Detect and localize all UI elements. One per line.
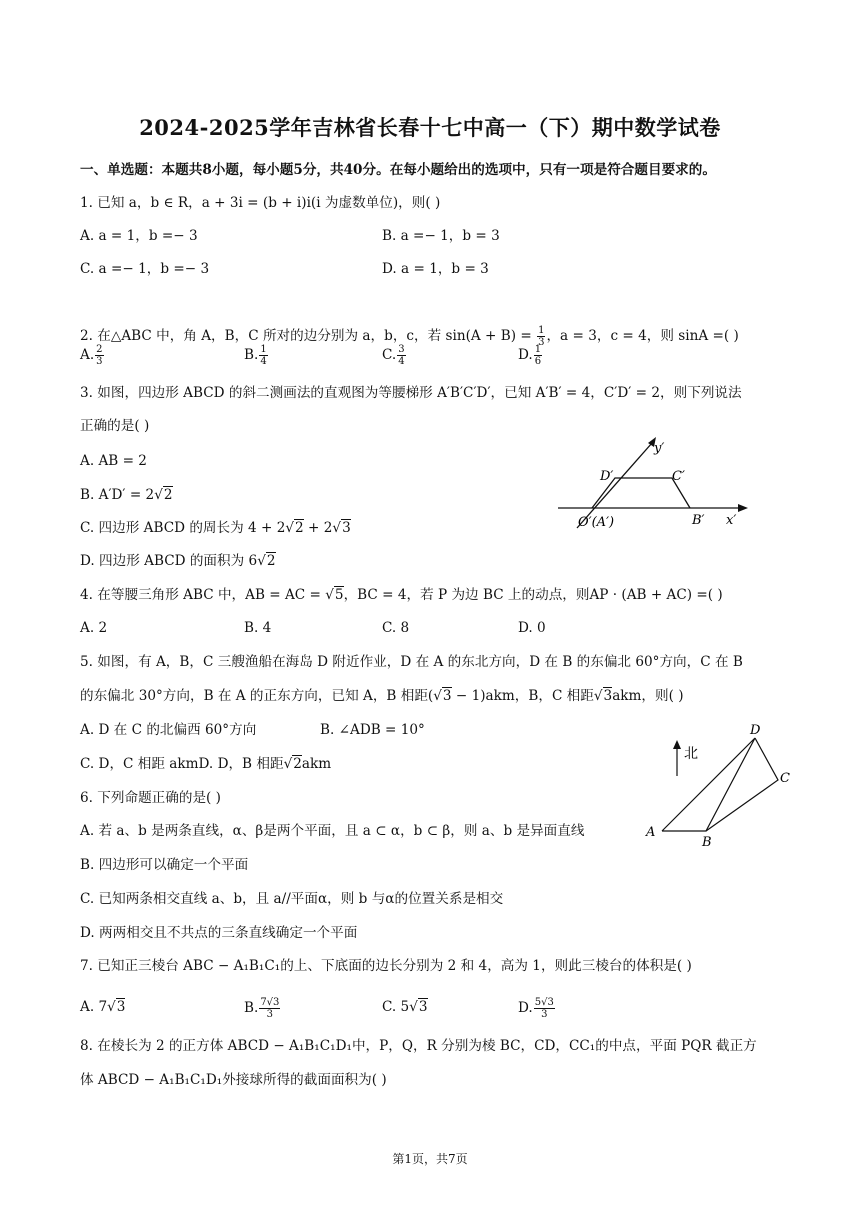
question-1-option-d: D. a = 1，b = 3: [382, 261, 489, 277]
question-2-stem-pre: 2. 在△ABC 中，角 A，B，C 所对的边分别为 a，b，c，若 sin(A + B) =: [80, 328, 537, 344]
x-axis-arrow: [738, 504, 748, 512]
question-5-stem-line2: 的东偏北 30°方向，B 在 A 的正东方向，已知 A，B 相距(√3 − 1)akm，B，C 相距√3akm，则( ): [80, 688, 684, 704]
question-7-option-a: A. 7√3: [80, 999, 126, 1015]
page-footer: 第1页，共7页: [392, 1152, 468, 1166]
question-7-stem: 7. 已知正三棱台 ABC − A₁B₁C₁的上、下底面的边长分别为 2 和 4，高为 1，则此三棱台的体积是( ): [80, 958, 692, 974]
question-4-option-a: A. 2: [80, 620, 108, 636]
question-2-option-d: D. $\frac{1}{6}$: [518, 344, 542, 367]
point-c-label: C: [780, 771, 790, 786]
question-8-stem-line2: 体 ABCD − A₁B₁C₁D₁外接球所得的截面面积为( ): [80, 1072, 387, 1088]
question-6-option-b: B. 四边形可以确定一个平面: [80, 857, 249, 873]
question-5-option-b: B. ∠ADB = 10°: [320, 722, 425, 738]
question-4-option-d: D. 0: [518, 620, 546, 636]
point-d-label: D: [750, 723, 761, 738]
question-2-stem-post: ，a = 3，c = 4，则 sinA =( ): [546, 328, 739, 344]
question-1-option-c: C. a =− 1，b =− 3: [80, 261, 210, 277]
x-axis-label: x′: [726, 513, 737, 528]
question-3-stem-line2: 正确的是( ): [80, 418, 150, 434]
page-title: 2024-2025学年吉林省长春十七中高一（下）期中数学试卷: [139, 115, 721, 140]
question-2-option-a: A. $\frac{2}{3}$: [80, 344, 103, 367]
question-5-stem-line1: 5. 如图，有 A，B，C 三艘渔船在海岛 D 附近作业，D 在 A 的东北方向，D 在 B 的东偏北 60°方向，C 在 B: [80, 654, 743, 670]
y-axis-label: y′: [654, 441, 665, 456]
triangle-bcd: [706, 738, 778, 831]
question-4-option-b: B. 4: [244, 620, 272, 636]
question-7-option-c: C. 5√3: [382, 999, 428, 1015]
question-1-option-a: A. a = 1，b =− 3: [80, 228, 198, 244]
question-4-stem: 4. 在等腰三角形 ABC 中，AB = AC = √5，BC = 4，若 P 为边 BC 上的动点，则AP · (AB + AC) =( ): [80, 587, 723, 603]
question-6-stem: 6. 下列命题正确的是( ): [80, 790, 221, 806]
question-5-option-a: A. D 在 C 的北偏西 60°方向: [80, 722, 257, 738]
question-6-option-a: A. 若 a、b 是两条直线，α、β是两个平面，且 a ⊂ α，b ⊂ β，则 a、b 是异面直线: [80, 823, 585, 839]
question-1-option-b: B. a =− 1，b = 3: [382, 228, 500, 244]
point-b-label: B′: [692, 513, 705, 528]
question-2-stem: [80, 325, 739, 348]
question-3-stem-line1: 3. 如图，四边形 ABCD 的斜二测画法的直观图为等腰梯形 A′B′C′D′，已知 A′B′ = 4，C′D′ = 2，则下列说法: [80, 385, 742, 401]
north-label: 北: [684, 746, 698, 762]
question-8-stem-line1: 8. 在棱长为 2 的正方体 ABCD − A₁B₁C₁D₁中，P，Q，R 分别为棱 BC，CD，CC₁的中点，平面 PQR 截正方: [80, 1038, 757, 1054]
question-6-option-c: C. 已知两条相交直线 a、b，且 a//平面α，则 b 与α的位置关系是相交: [80, 891, 504, 907]
north-arrow-head: [673, 740, 681, 749]
question-3-figure: [550, 432, 755, 537]
question-5-option-cd: C. D，C 相距 akmD. D，B 相距√2akm: [80, 756, 332, 772]
question-4-option-c: C. 8: [382, 620, 410, 636]
section-heading: 一、单选题：本题共8小题，每小题5分，共40分。在每小题给出的选项中，只有一项是符合题目要求的。: [80, 162, 716, 178]
point-a-label: A: [646, 825, 656, 840]
question-7-option-d: D. $\frac{5√3}{3}$: [518, 997, 554, 1020]
triangle-abd: [662, 738, 755, 831]
question-3-option-a: A. AB = 2: [80, 453, 147, 469]
point-d-label: D′: [600, 469, 614, 484]
question-3-option-c: C. 四边形 ABCD 的周长为 4 + 2√2 + 2√3: [80, 520, 351, 536]
question-3-option-b: B. A′D′ = 2√2: [80, 487, 173, 503]
question-5-figure: [640, 718, 800, 853]
point-o-label: O′(A′): [578, 515, 615, 530]
question-6-option-d: D. 两两相交且不共点的三条直线确定一个平面: [80, 925, 358, 941]
point-c-label: C′: [672, 469, 685, 484]
question-1-stem: 1. 已知 a，b ∈ R，a + 3i = (b + i)i(i 为虚数单位)，则( ): [80, 195, 441, 211]
question-2-fraction: $\frac{1}{3}$: [538, 325, 545, 348]
question-7-option-b: B. $\frac{7√3}{3}$: [244, 997, 280, 1020]
point-b-label: B: [702, 835, 712, 850]
question-3-option-d: D. 四边形 ABCD 的面积为 6√2: [80, 553, 276, 569]
question-2-option-b: B. $\frac{1}{4}$: [244, 344, 267, 367]
question-2-option-c: C. $\frac{3}{4}$: [382, 344, 405, 367]
